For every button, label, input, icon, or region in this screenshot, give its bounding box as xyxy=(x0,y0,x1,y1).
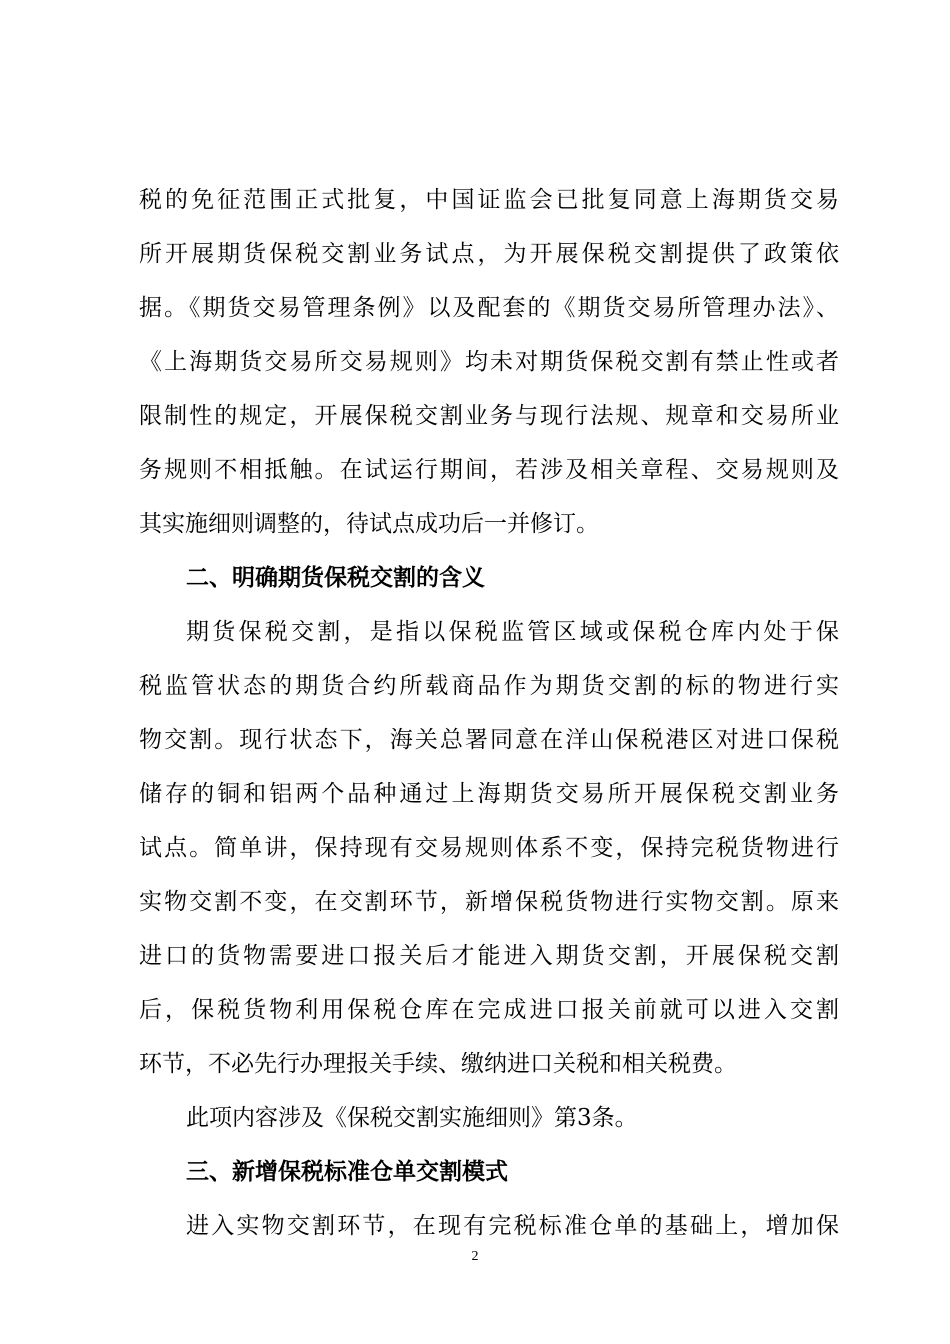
paragraph-1-line-1: 税的免征范围正式批复，中国证监会已批复同意上海期货交易 xyxy=(139,187,839,213)
paragraph-1-line-7: 其实施细则调整的，待试点成功后一并修订。 xyxy=(139,511,599,537)
paragraph-1-line-2: 所开展期货保税交割业务试点，为开展保税交割提供了政策依 xyxy=(139,241,839,267)
page-number: 2 xyxy=(471,1249,479,1264)
paragraph-1-line-3: 据。《期货交易管理条例》以及配套的《期货交易所管理办法》、 xyxy=(139,295,839,321)
paragraph-2-line-7: 进口的货物需要进口报关后才能进入期货交割，开展保税交割 xyxy=(139,943,839,969)
paragraph-3-line-1: 此项内容涉及《保税交割实施细则》第3条。 xyxy=(186,1105,638,1131)
paragraph-4-line-1: 进入实物交割环节，在现有完税标准仓单的基础上，增加保 xyxy=(186,1213,839,1239)
paragraph-1-line-6: 务规则不相抵触。在试运行期间，若涉及相关章程、交易规则及 xyxy=(139,457,839,483)
paragraph-2-line-6: 实物交割不变，在交割环节，新增保税货物进行实物交割。原来 xyxy=(139,889,839,915)
paragraph-2-line-2: 税监管状态的期货合约所载商品作为期货交割的标的物进行实 xyxy=(139,673,839,699)
paragraph-1-line-5: 限制性的规定，开展保税交割业务与现行法规、规章和交易所业 xyxy=(139,403,839,429)
paragraph-2-line-9: 环节，不必先行办理报关手续、缴纳进口关税和相关税费。 xyxy=(139,1051,737,1077)
paragraph-1-line-4: 《上海期货交易所交易规则》均未对期货保税交割有禁止性或者 xyxy=(139,349,839,375)
paragraph-2-line-3: 物交割。现行状态下，海关总署同意在洋山保税港区对进口保税 xyxy=(139,727,839,753)
paragraph-2-line-8: 后，保税货物利用保税仓库在完成进口报关前就可以进入交割 xyxy=(139,997,839,1023)
paragraph-2-line-1: 期货保税交割，是指以保税监管区域或保税仓库内处于保 xyxy=(186,619,839,645)
paragraph-2-line-4: 储存的铜和铝两个品种通过上海期货交易所开展保税交割业务 xyxy=(139,781,839,807)
paragraph-2-line-5: 试点。简单讲，保持现有交易规则体系不变，保持完税货物进行 xyxy=(139,835,839,861)
section-heading-3: 三、新增保税标准仓单交割模式 xyxy=(186,1159,508,1185)
section-heading-2: 二、明确期货保税交割的含义 xyxy=(186,565,485,591)
